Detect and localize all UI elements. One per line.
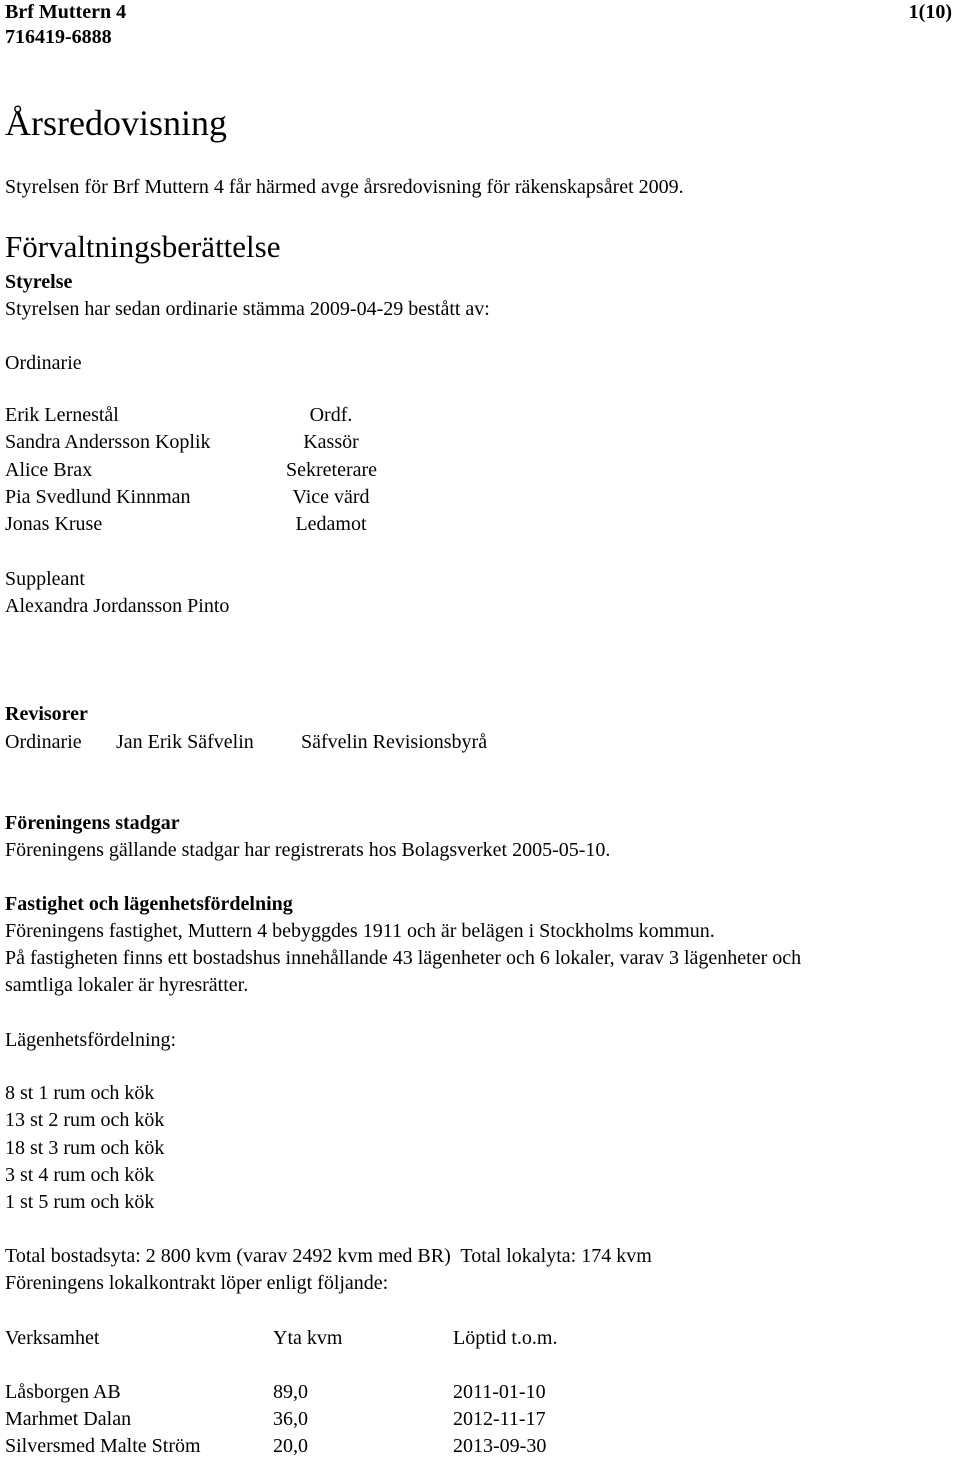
- board-intro: Styrelsen har sedan ordinarie stämma 2009-04-29 bestått av:: [5, 298, 490, 320]
- lease-intro: Föreningens lokalkontrakt löper enligt följande:: [5, 1272, 389, 1294]
- list-item: 18 st 3 rum och kök: [5, 1136, 165, 1159]
- lease-cell-business: Silversmed Malte Ström: [5, 1435, 201, 1457]
- auditor-type: Ordinarie: [5, 731, 82, 753]
- board-member-role: Kassör: [303, 431, 359, 454]
- board-member-roles: [286, 402, 376, 538]
- property-text-line: samtliga lokaler är hyresrätter.: [5, 974, 249, 996]
- ordinary-label: Ordinarie: [5, 352, 82, 374]
- board-member-name: Pia Svedlund Kinnman: [5, 485, 191, 508]
- list-item: 8 st 1 rum och kök: [5, 1082, 155, 1104]
- list-item: 13 st 2 rum och kök: [5, 1109, 165, 1132]
- list-item: 1 st 5 rum och kök: [5, 1191, 155, 1214]
- deputy-name: Alexandra Jordansson Pinto: [5, 595, 230, 617]
- board-member-role: Ordf.: [309, 404, 353, 426]
- board-member-name: Erik Lernestål: [5, 404, 119, 426]
- page-title: Årsredovisning: [5, 103, 227, 143]
- property-text-line: Föreningens fastighet, Muttern 4 bebyggdes 1911 och är belägen i Stockholms kommun.: [5, 920, 715, 942]
- board-member-name: Jonas Kruse: [5, 513, 103, 536]
- totals-line: Total bostadsyta: 2 800 kvm (varav 2492 kvm med BR) Total lokalyta: 174 kvm: [5, 1245, 652, 1267]
- lease-column-header: Löptid t.o.m.: [453, 1327, 558, 1349]
- org-number: 716419-6888: [5, 26, 112, 48]
- board-heading: Styrelse: [5, 271, 73, 293]
- auditor-firm: Säfvelin Revisionsbyrå: [301, 731, 488, 753]
- board-member-role: Vice värd: [292, 485, 370, 508]
- board-member-name: Sandra Andersson Koplik: [5, 431, 211, 454]
- auditor-name: Jan Erik Säfvelin: [116, 731, 254, 753]
- statutes-text: Föreningens gällande stadgar har registrerats hos Bolagsverket 2005-05-10.: [5, 839, 611, 861]
- lease-cell-term: 2011-01-10: [453, 1381, 546, 1403]
- lease-cell-business: Låsborgen AB: [5, 1381, 121, 1403]
- property-text-line: På fastigheten finns ett bostadshus innehållande 43 lägenheter och 6 lokaler, varav 3 lägenheter och: [5, 947, 802, 969]
- page-number: 1(10): [908, 1, 952, 23]
- board-member-name: Alice Brax: [5, 458, 93, 481]
- statutes-heading: Föreningens stadgar: [5, 812, 180, 834]
- intro-text: Styrelsen för Brf Muttern 4 får härmed avge årsredovisning för räkenskapsåret 2009.: [5, 176, 684, 198]
- list-item: 3 st 4 rum och kök: [5, 1163, 155, 1186]
- board-member-role: Ledamot: [295, 513, 367, 536]
- lease-cell-business: Marhmet Dalan: [5, 1408, 132, 1430]
- lease-cell-term: 2012-11-17: [453, 1408, 546, 1430]
- deputy-label: Suppleant: [5, 568, 85, 590]
- lease-cell-area: 20,0: [273, 1435, 308, 1457]
- lease-cell-term: 2013-09-30: [453, 1435, 547, 1457]
- lease-cell-area: 89,0: [273, 1381, 308, 1403]
- auditors-heading: Revisorer: [5, 703, 88, 725]
- apartments-list: [5, 1080, 164, 1216]
- board-member-names: [5, 402, 211, 538]
- property-heading: Fastighet och lägenhetsfördelning: [5, 893, 293, 915]
- lease-cell-area: 36,0: [273, 1408, 308, 1430]
- lease-column-header: Yta kvm: [273, 1327, 343, 1349]
- apartments-heading: Lägenhetsfördelning:: [5, 1029, 177, 1051]
- org-name: Brf Muttern 4: [5, 1, 127, 23]
- lease-column-header: Verksamhet: [5, 1327, 100, 1349]
- management-report-heading: Förvaltningsberättelse: [5, 229, 281, 264]
- board-member-role: Sekreterare: [286, 458, 378, 481]
